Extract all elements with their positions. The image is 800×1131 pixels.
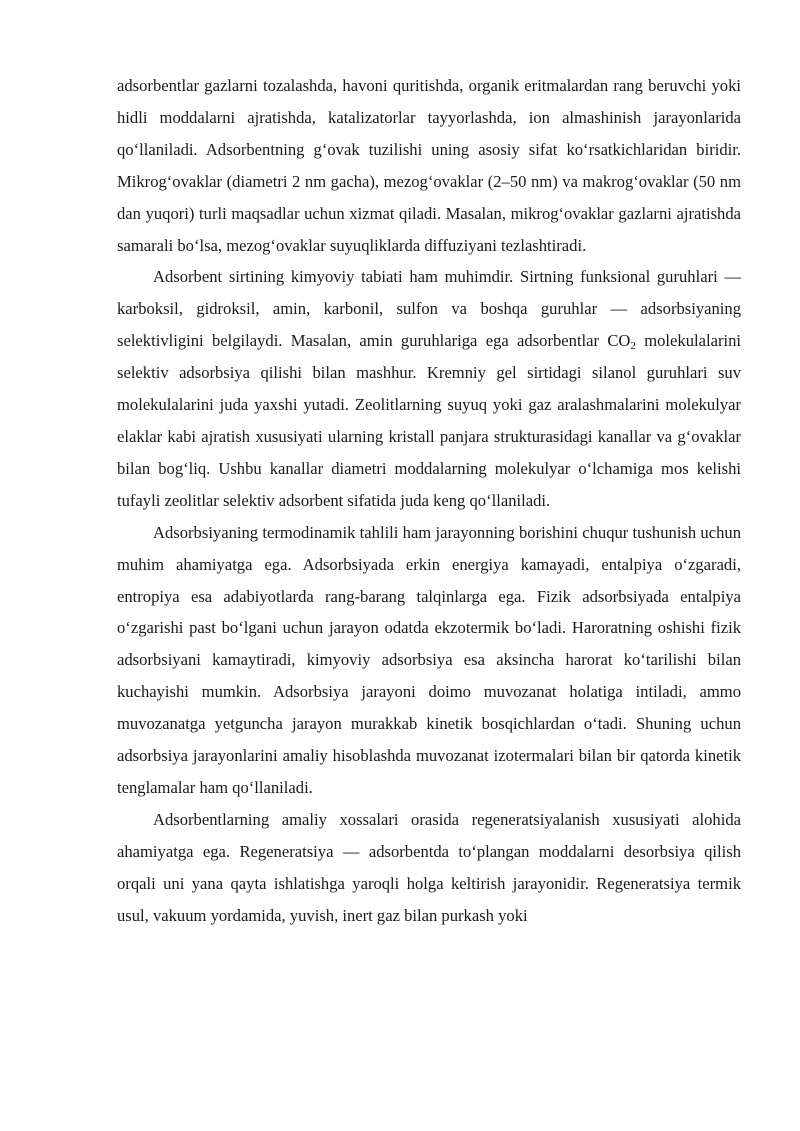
paragraph-2-text-before: Adsorbent sirtining kimyoviy tabiati ham muhimdir. Sirtning funksional guruhlari — karboksil, gidroksil, amin, karbonil, sulfon va boshqa guruhlar — adsorbsiyaning selektivligini belgilaydi. Masalan, amin guruhlariga ega adsorbentlar CO [117, 267, 741, 351]
paragraph-3: Adsorbsiyaning termodinamik tahlili ham jarayonning borishini chuqur tushunish uchun muhim ahamiyatga ega. Adsorbsiyada erkin energiya kamayadi, entalpiya o‘zgaradi, entropiya esa adabiyotlarda rang-barang talqinlarga ega. Fizik adsorbsiyada entalpiya o‘zgarishi past bo‘lgani uchun jarayon odatda ekzotermik bo‘ladi. Haroratning oshishi fizik adsorbsiyani kamaytiradi, kimyoviy adsorbsiya esa aksincha harorat ko‘tarilishi bilan kuchayishi mumkin. Adsorbsiya jarayoni doimo muvozanat holatiga intiladi, ammo muvozanatga yetguncha jarayon murakkab kinetik bosqichlardan o‘tadi. Shuning uchun adsorbsiya jarayonlarini amaliy hisoblashda muvozanat izotermalari bilan bir qatorda kinetik tenglamalar ham qo‘llaniladi. [117, 522, 741, 797]
paragraph-2 [117, 261, 741, 516]
paragraph-1: adsorbentlar gazlarni tozalashda, havoni quritishda, organik eritmalardan rang beruvchi yoki hidli moddalarni ajratishda, katalizatorlar tayyorlashda, ion almashinish jarayonlarida qo‘llaniladi. Adsorbentning g‘ovak tuzilishi uning asosiy sifat ko‘rsatkichlaridan biridir. Mikrog‘ovaklar (diametri 2 nm gacha), mezog‘ovaklar (2–50 nm) va makrog‘ovaklar (50 nm dan yuqori) turli maqsadlar uchun xizmat qiladi. Masalan, mikrog‘ovaklar gazlarni ajratishda samarali bo‘lsa, mezog‘ovaklar suyuqliklarda diffuziyani tezlashtiradi. [117, 76, 741, 255]
co2-subscript: 2 [630, 340, 636, 353]
paragraph-2-text-after: molekulalarini selektiv adsorbsiya qilishi bilan mashhur. Kremniy gel sirtidagi silanol guruhlari suv molekulalarini juda yaxshi yutadi. Zeolitlarning suyuq yoki gaz aralashmalarini molekulyar elaklar kabi ajratish xususiyati ularning kristall panjara strukturasidagi kanallar va g‘ovaklar bilan bog‘liq. Ushbu kanallar diametri moddalarning molekulyar o‘lchamiga mos kelishi tufayli zeolitlar selektiv adsorbent sifatida juda keng qo‘llaniladi. [117, 331, 741, 510]
document-page [117, 70, 741, 931]
paragraph-4: Adsorbentlarning amaliy xossalari orasida regeneratsiyalanish xususiyati alohida ahamiyatga ega. Regeneratsiya — adsorbentda to‘plangan moddalarni desorbsiya qilish orqali uni yana qayta ishlatishga yaroqli holga keltirish jarayonidir. Regeneratsiya termik usul, vakuum yordamida, yuvish, inert gaz bilan purkash yoki [117, 809, 741, 925]
